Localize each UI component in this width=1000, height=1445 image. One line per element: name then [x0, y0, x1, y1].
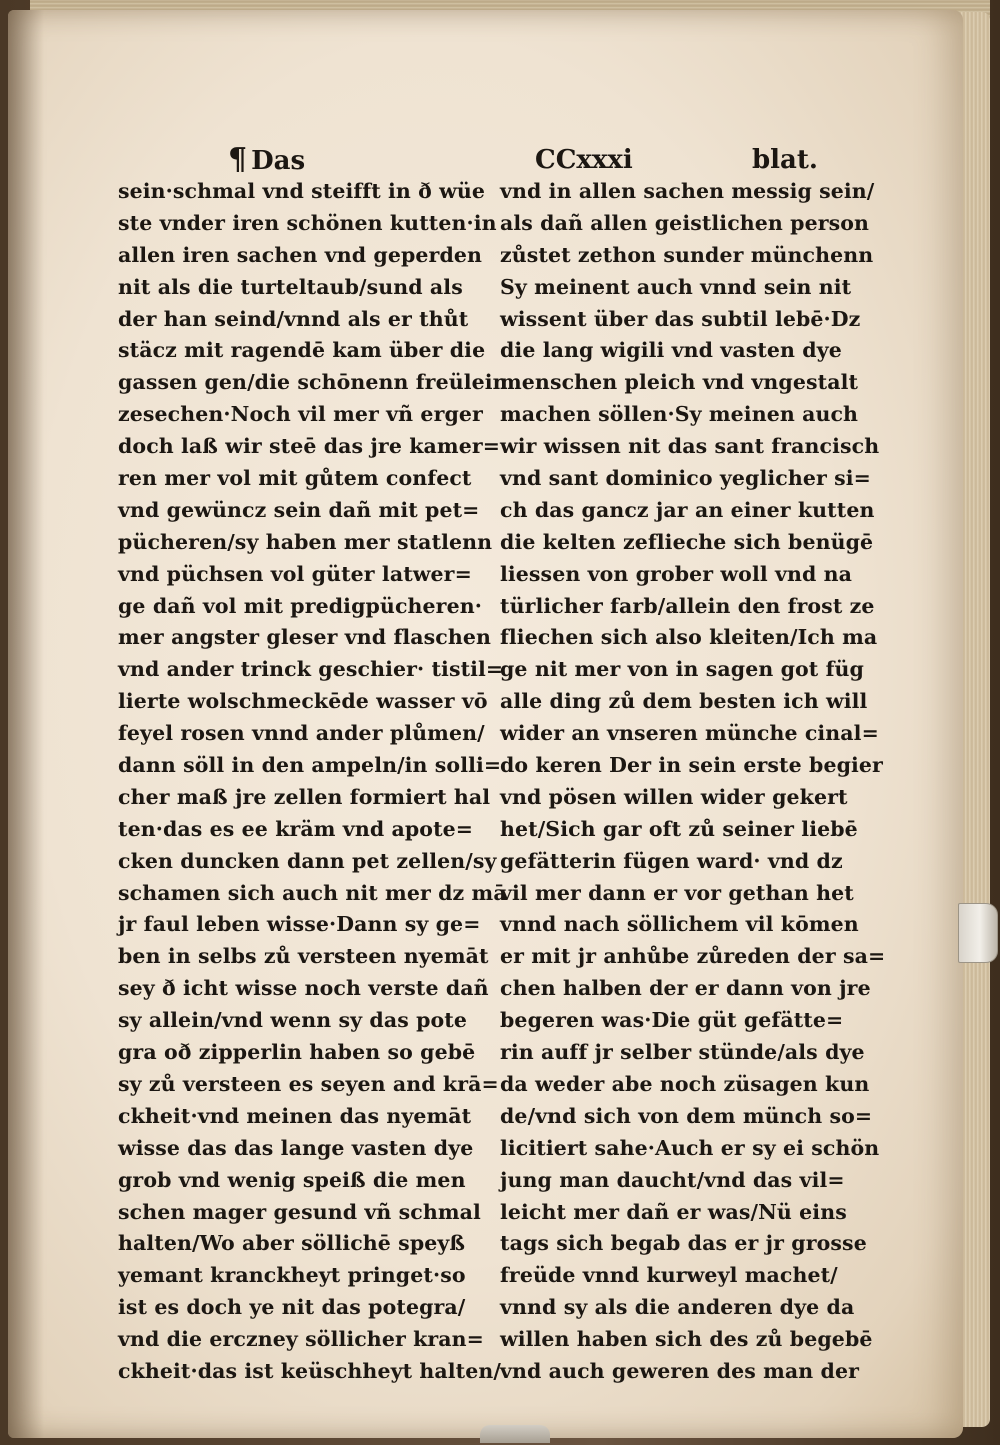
text-line: er mit jr anhůbe zůreden der sa=: [500, 944, 886, 969]
text-line: vnd die erczney söllicher kran=: [118, 1327, 484, 1352]
text-line: vnd in allen sachen messig sein/: [500, 179, 875, 203]
text-line: die lang wigili vnd vasten dye: [500, 338, 842, 363]
text-line: feyel rosen vnnd ander plůmen/: [118, 721, 485, 746]
text-line: rin auff jr selber stünde/als dye: [500, 1040, 865, 1065]
pilcrow-mark: ¶: [228, 142, 248, 177]
text-line: wissent über das subtil lebē·Dz: [500, 306, 861, 331]
text-line: sey ð icht wisse noch verste dañ: [118, 976, 489, 1001]
text-line: vnd pösen willen wider gekert: [500, 784, 848, 809]
text-line: wir wissen nit das sant francisch: [500, 434, 880, 459]
text-line: ste vnder iren schönen kutten·in: [118, 210, 497, 235]
text-line: alle ding zů dem besten ich will: [500, 689, 868, 714]
text-column-right: [500, 176, 885, 1388]
text-line: tags sich begab das er jr grosse: [500, 1231, 867, 1256]
text-line: zesechen·Noch vil mer vñ erger: [118, 402, 483, 427]
text-line: doch laß wir steē das jre kamer=: [118, 434, 501, 459]
text-line: sy allein/vnd wenn sy das pote: [118, 1008, 467, 1033]
text-line: de/vnd sich von dem münch so=: [500, 1103, 873, 1128]
text-line: ckheit·das ist keüschheyt halten/: [118, 1358, 501, 1383]
text-line: allen iren sachen vnd geperden: [118, 242, 483, 267]
text-line: die kelten zeflieche sich benügē: [500, 529, 874, 554]
text-column-left: [118, 176, 508, 1388]
text-line: schen mager gesund vñ schmal: [118, 1199, 481, 1224]
gutter-shadow: [8, 10, 44, 1438]
text-line: liessen von grober woll vnd na: [500, 561, 853, 586]
text-line: mer angster gleser vnd flaschen: [118, 625, 492, 650]
text-line: ten·das es ee kräm vnd apote=: [118, 816, 474, 841]
text-line: vnd auch geweren des man der: [500, 1358, 859, 1383]
text-line: jung man daucht/vnd das vil=: [500, 1167, 845, 1192]
text-line: wisse das das lange vasten dye: [118, 1135, 474, 1160]
text-line: pücheren/sy haben mer statlenn: [118, 529, 493, 554]
text-line: nit als die turteltaub/sund als: [118, 274, 463, 299]
text-line: het/Sich gar oft zů seiner liebē: [500, 816, 858, 841]
text-line: ch das gancz jar an einer kutten: [500, 497, 875, 522]
text-line: vnnd sy als die anderen dye da: [500, 1295, 855, 1320]
text-line: stäcz mit ragendē kam über die: [118, 338, 486, 363]
text-line: vnd püchsen vol güter latwer=: [118, 561, 472, 586]
text-line: Sy meinent auch vnnd sein nit: [500, 274, 852, 299]
text-line: do keren Der in sein erste begier: [500, 753, 883, 778]
text-line: gassen gen/die schōnenn freülein: [118, 370, 508, 395]
text-line: menschen pleich vnd vngestalt: [500, 370, 859, 395]
text-line: zůstet zethon sunder münchenn: [500, 242, 874, 267]
text-line: grob vnd wenig speiß die men: [118, 1167, 466, 1192]
page-tab-marker: [958, 903, 998, 963]
text-line: lierte wolschmeckēde wasser vō: [118, 689, 488, 714]
text-line: ge dañ vol mit predigpücheren·: [118, 593, 482, 618]
text-line: cken duncken dann pet zellen/sy: [118, 848, 497, 873]
text-line: machen söllen·Sy meinen auch: [500, 402, 859, 427]
text-line: vnd gewüncz sein dañ mit pet=: [118, 497, 480, 522]
text-line: gra oð zipperlin haben so gebē: [118, 1040, 476, 1065]
text-line: da weder abe noch züsagen kun: [500, 1071, 870, 1096]
text-line: leicht mer dañ er was/Nü eins: [500, 1199, 847, 1224]
text-line: ckheit·vnd meinen das nyemāt: [118, 1103, 472, 1128]
text-line: der han seind/vnnd als er thůt: [118, 306, 469, 331]
text-line: dann söll in den ampeln/in solli=: [118, 753, 502, 778]
text-line: wider an vnseren münche cinal=: [500, 721, 879, 746]
text-line: vnd sant dominico yeglicher si=: [500, 466, 871, 491]
text-line: willen haben sich des zů begebē: [500, 1327, 873, 1352]
folio-number: CCxxxi: [535, 145, 633, 175]
running-head-right: blat.: [752, 145, 818, 175]
text-line: schamen sich auch nit mer dz mā: [118, 880, 507, 905]
text-line: als dañ allen geistlichen person: [500, 210, 870, 235]
text-line: ben in selbs zů versteen nyemāt: [118, 944, 489, 969]
text-line: ist es doch ye nit das potegra/: [118, 1295, 466, 1320]
running-head-left-text: Das: [251, 146, 306, 176]
text-line: freüde vnnd kurweyl machet/: [500, 1263, 838, 1288]
text-line: chen halben der er dann von jre: [500, 976, 871, 1001]
text-line: vil mer dann er vor gethan het: [500, 880, 854, 905]
text-line: licitiert sahe·Auch er sy ei schön: [500, 1135, 880, 1160]
text-line: türlicher farb/allein den frost ze: [500, 593, 875, 618]
running-head-left: [228, 143, 305, 178]
text-line: jr faul leben wisse·Dann sy ge=: [118, 912, 481, 937]
text-line: yemant kranckheyt pringet·so: [118, 1263, 466, 1288]
text-line: vnnd nach söllichem vil kōmen: [500, 912, 859, 937]
text-line: fliechen sich also kleiten/Ich ma: [500, 625, 878, 650]
page-clip: [480, 1425, 550, 1443]
text-line: ge nit mer von in sagen got füg: [500, 657, 864, 682]
text-line: gefätterin fügen ward· vnd dz: [500, 848, 843, 873]
text-line: ren mer vol mit gůtem confect: [118, 466, 472, 491]
text-line: cher maß jre zellen formiert hal: [118, 784, 491, 809]
text-line: begeren was·Die güt gefätte=: [500, 1008, 844, 1033]
text-line: vnd ander trinck geschier· tistil=: [118, 657, 504, 682]
text-line: halten/Wo aber söllichē speyß: [118, 1231, 466, 1256]
text-line: sy zů versteen es seyen and krā=: [118, 1071, 499, 1096]
text-line: sein·schmal vnd steifft in ð wüe: [118, 179, 486, 203]
